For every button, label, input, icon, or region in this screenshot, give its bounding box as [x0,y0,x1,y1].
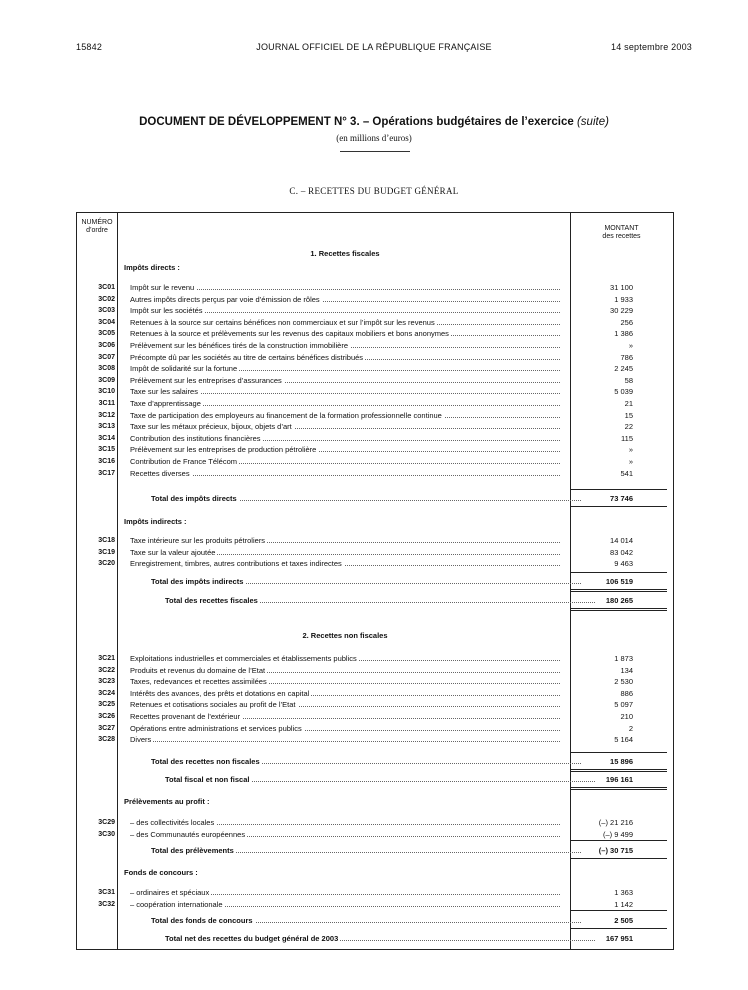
column-header-numero [77,219,117,235]
total-row [77,845,673,856]
row-value: 180 265 [605,596,633,605]
total-row [77,915,673,926]
column-header-montant-line1: MONTANT [604,225,639,232]
row-code: 3C01 [98,284,115,291]
row-value: 5 039 [614,387,633,397]
row-value: 2 505 [614,916,633,925]
row-code: 3C15 [98,446,115,454]
total-row [77,576,673,587]
row-label [130,433,560,444]
table-row [77,328,673,339]
row-code: 3C21 [98,655,115,662]
row-label-text: Enregistrement, timbres, autres contributions et taxes indirectes [130,559,342,569]
row-code: 3C28 [98,736,115,744]
total-row [77,595,673,606]
row-label-text: Taxe de participation des employeurs au financement de la formation professionnelle continue [130,410,442,420]
row-label [130,294,560,305]
row-label [130,665,560,676]
row-label-text: Prélèvement sur les bénéfices tirés de la construction immobilière [130,341,349,350]
sum-rule [570,928,667,929]
row-value: 21 [624,399,633,408]
row-code: 3C24 [98,689,115,697]
row-label [130,421,560,432]
table-row [77,711,673,722]
row-label [130,282,560,293]
row-value: 1 386 [614,329,633,339]
row-value: 58 [624,375,633,385]
row-code: 3C16 [98,458,115,465]
row-code: 3C05 [98,330,115,338]
row-label-text: Contribution des institutions financières [130,433,261,443]
table-row [77,723,673,734]
row-code: 3C19 [98,548,115,556]
table-row [77,817,673,828]
row-value: 2 245 [614,364,633,374]
table-row [77,386,673,397]
row-label [130,317,560,328]
sum-rule [570,589,667,592]
heading-impots-directs: Impôts directs : [124,263,180,272]
row-label [165,933,595,944]
row-label [165,595,595,606]
table-row [77,734,673,745]
row-value: 1 142 [614,900,633,909]
row-value: 1 873 [614,654,633,663]
row-label-text: Recettes diverses [130,468,190,478]
row-label [130,456,560,467]
sum-rule [570,572,667,573]
table-row [77,363,673,374]
row-label-text: Taxe sur les métaux précieux, bijoux, objets d’art [130,422,292,432]
row-label-text: Total des fonds de concours [151,916,253,925]
table-row [77,410,673,421]
row-value: 31 100 [610,283,633,292]
row-value: » [628,341,633,350]
row-label [130,711,560,722]
row-value: 14 014 [610,536,633,545]
row-label [130,375,560,386]
page-date: 14 septembre 2003 [611,42,692,52]
row-label-text: Retenues à la source et prélèvements sur les revenus des capitaux mobiliers et bons anonymes [130,329,449,339]
table-row [77,829,673,840]
row-value: 1 933 [614,294,633,304]
row-label-text: Total des recettes non fiscales [151,757,260,766]
leader-dots [130,741,560,742]
table-row [77,421,673,432]
row-label-text: Impôt sur les sociétés [130,306,203,316]
row-value: 106 519 [605,577,633,586]
table-row [77,433,673,444]
row-code: 3C13 [98,423,115,431]
table-row [77,547,673,558]
row-label-text: Divers [130,735,152,745]
document-title-text: DOCUMENT DE DÉVELOPPEMENT N° 3. – Opérations budgétaires de l’exercice [139,116,574,128]
row-value: » [628,457,633,466]
row-value: 1 363 [614,888,633,897]
row-value: (–) 9 499 [602,830,633,839]
table-row [77,899,673,910]
table-row [77,398,673,409]
row-value: » [628,445,633,455]
row-label-text: Exploitations industrielles et commerciales et établissements publics [130,654,357,663]
table-row [77,688,673,699]
title-rule [340,151,410,152]
heading-recettes-fiscales: 1. Recettes fiscales [310,249,380,258]
row-label-text: Total des impôts indirects [151,577,244,586]
heading-prelevements: Prélèvements au profit : [124,797,210,806]
leader-dots [130,475,560,476]
journal-title: JOURNAL OFFICIEL DE LA RÉPUBLIQUE FRANÇAISE [256,42,492,52]
row-label-text: Prélèvement sur les entreprises de production pétrolière [130,445,317,455]
row-code: 3C10 [98,388,115,396]
table-row [77,887,673,898]
row-label [130,723,560,734]
table-row [77,653,673,664]
row-label [130,398,560,409]
row-code: 3C26 [98,713,115,720]
page-number: 15842 [76,42,103,52]
unit-note: (en millions d’euros) [336,133,412,143]
table-row [77,340,673,351]
total-row [77,774,673,785]
row-value: 15 [624,410,633,420]
row-code: 3C18 [98,537,115,544]
row-label [130,829,560,840]
table-row [77,665,673,676]
row-code: 3C29 [98,819,115,826]
row-label [130,363,560,374]
row-label-text: Taxe sur les salaires [130,387,198,397]
table-row [77,294,673,305]
row-value: 73 746 [610,494,633,503]
row-label-text: Taxe sur la valeur ajoutée [130,547,216,557]
heading-fonds-concours: Fonds de concours : [124,868,198,877]
sum-rule [570,858,667,859]
row-code: 3C12 [98,411,115,419]
row-label [130,558,560,569]
row-label-text: Taxe d’apprentissage [130,399,201,408]
row-label [151,493,581,504]
row-label [130,653,560,664]
row-label [130,386,560,397]
sum-rule [570,752,667,753]
row-code: 3C04 [98,318,115,326]
row-code: 3C23 [98,678,115,686]
row-value: 5 097 [614,700,633,710]
column-header-montant [570,225,673,241]
row-label-text: – des Communautés européennes [130,830,246,839]
row-label-text: – ordinaires et spéciaux [130,888,210,897]
row-label [151,915,581,926]
row-label [130,410,560,421]
table-row [77,456,673,467]
sum-rule [570,506,667,507]
table-row [77,317,673,328]
row-label [130,676,560,687]
sum-rule [570,769,667,772]
row-label [165,774,595,785]
row-label [130,699,560,710]
row-value: 5 164 [614,735,633,745]
row-value: (–) 30 715 [598,846,633,855]
row-label [151,756,581,767]
sum-rule [570,608,667,611]
row-label-text: Opérations entre administrations et services publics [130,723,302,733]
column-header-numero-line2: d’ordre [86,227,108,234]
row-code: 3C30 [98,831,115,838]
row-label-text: Intérêts des avances, des prêts et dotations en capital [130,688,310,698]
row-code: 3C27 [98,724,115,732]
row-code: 3C02 [98,295,115,303]
row-code: 3C09 [98,376,115,384]
table-row [77,558,673,569]
row-label [130,688,560,699]
row-value: 210 [620,712,633,721]
row-value: 15 896 [610,757,633,766]
row-label [130,444,560,455]
row-label-text: Taxes, redevances et recettes assimilées [130,677,267,687]
row-value: 2 [628,723,633,733]
row-label-text: – coopération internationale [130,900,223,909]
row-code: 3C11 [98,400,115,407]
table-row [77,352,673,363]
row-value: 196 161 [605,775,633,784]
row-label-text: Total net des recettes du budget général de 2003 [165,934,339,943]
row-value: 83 042 [610,547,633,557]
sum-rule [570,840,667,841]
recettes-table [76,212,674,950]
row-code: 3C25 [98,701,115,709]
table-row [77,699,673,710]
row-code: 3C31 [98,889,115,896]
total-row [77,933,673,944]
row-code: 3C20 [98,560,115,568]
row-code: 3C17 [98,469,115,477]
sum-rule [570,787,667,790]
document-title-suffix: (suite) [576,116,609,128]
table-row [77,375,673,386]
row-label-text: Recettes provenant de l’extérieur [130,712,241,721]
row-value: 134 [620,665,633,675]
row-value: 2 530 [614,677,633,687]
row-label-text: Précompte dû par les sociétés au titre de certains bénéfices distribués [130,352,364,362]
row-label-text: Impôt sur le revenu [130,283,195,292]
row-label-text: – des collectivités locales [130,818,215,827]
row-value: 256 [620,317,633,327]
total-row [77,493,673,504]
row-label-text: Total des prélèvements [151,846,234,855]
row-value: 30 229 [610,306,633,316]
row-value: 9 463 [614,559,633,569]
row-code: 3C03 [98,307,115,315]
row-label [130,468,560,479]
row-label [151,845,581,856]
row-value: 167 951 [605,934,633,943]
row-label-text: Autres impôts directs perçus par voie d’émission de rôles [130,294,320,304]
column-header-montant-line2: des recettes [602,233,641,240]
section-title: C. – RECETTES DU BUDGET GÉNÉRAL [289,186,459,196]
heading-impots-indirects: Impôts indirects : [124,517,187,526]
row-label-text: Retenues et cotisations sociales au profit de l’Etat [130,700,296,710]
row-label-text: Retenues à la source sur certains bénéfices non commerciaux et sur l’impôt sur les revenus [130,317,435,327]
row-code: 3C22 [98,666,115,674]
row-value: 886 [620,688,633,698]
row-label-text: Produits et revenus du domaine de l’Etat [130,665,266,675]
row-label [130,535,560,546]
row-value: 541 [620,468,633,478]
document-title [0,116,748,128]
row-label [130,887,560,898]
row-code: 3C14 [98,434,115,442]
row-label [130,899,560,910]
row-value: 22 [624,422,633,432]
row-label-text: Prélèvement sur les entreprises d’assurances [130,375,282,385]
sum-rule [570,489,667,490]
row-code: 3C07 [98,353,115,361]
row-code: 3C08 [98,365,115,373]
row-label-text: Taxe intérieure sur les produits pétroliers [130,536,266,545]
row-label [130,340,560,351]
table-row [77,444,673,455]
row-label [130,734,560,745]
row-label [130,817,560,828]
table-row [77,535,673,546]
row-code: 3C06 [98,342,115,349]
row-value: (–) 21 216 [598,818,633,827]
table-row [77,676,673,687]
row-label [130,352,560,363]
table-row [77,468,673,479]
table-row [77,305,673,316]
row-code: 3C32 [98,901,115,908]
row-label [130,547,560,558]
row-value: 115 [621,433,633,443]
row-label [130,328,560,339]
row-label-text: Contribution de France Télécom [130,457,237,466]
row-label-text: Impôt de solidarité sur la fortune [130,364,238,374]
table-row [77,282,673,293]
total-row [77,756,673,767]
heading-recettes-non-fiscales: 2. Recettes non fiscales [302,631,388,640]
column-header-numero-line1: NUMÉRO [81,219,113,226]
sum-rule [570,910,667,911]
row-label [151,576,581,587]
row-label-text: Total fiscal et non fiscal [165,775,250,784]
row-label-text: Total des recettes fiscales [165,596,258,605]
row-label-text: Total des impôts directs [151,494,237,503]
row-label [130,305,560,316]
row-value: 786 [620,352,633,362]
